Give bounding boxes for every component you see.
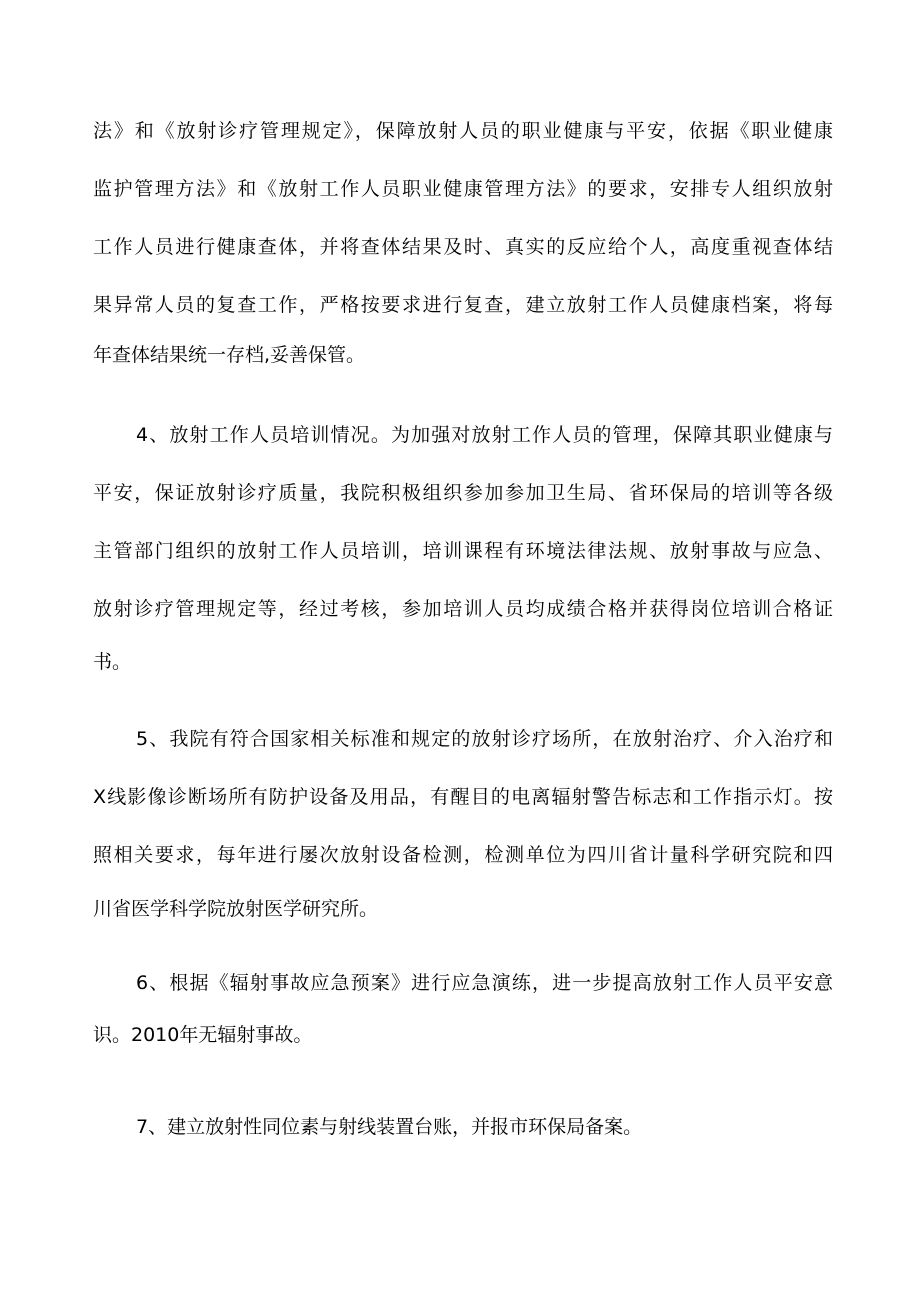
- text-line: 6、根据《辐射事故应急预案》进行应急演练，进一步提高放射工作人员平安意: [136, 972, 833, 994]
- text-line: 5、我院有符合国家相关标准和规定的放射诊疗场所，在放射治疗、介入治疗和: [136, 728, 833, 750]
- text-line: 川省医学科学院放射医学研究所。: [93, 898, 379, 920]
- text-line: 7、建立放射性同位素与射线装置台账，并报市环保局备案。: [136, 1116, 643, 1138]
- text-line: 主管部门组织的放射工作人员培训，培训课程有环境法律法规、放射事故与应急、: [93, 540, 833, 562]
- text-line: 监护管理方法》和《放射工作人员职业健康管理方法》的要求，安排专人组织放射: [93, 178, 833, 200]
- text-line: 识。2010年无辐射事故。: [93, 1024, 313, 1046]
- text-line: 工作人员进行健康查体，并将查体结果及时、真实的反应给个人，高度重视查体结: [93, 236, 833, 258]
- text-line: 法》和《放射诊疗管理规定》，保障放射人员的职业健康与平安，依据《职业健康: [93, 120, 833, 142]
- text-line: 4、放射工作人员培训情况。为加强对放射工作人员的管理，保障其职业健康与: [136, 424, 833, 446]
- text-line: 放射诊疗管理规定等，经过考核，参加培训人员均成绩合格并获得岗位培训合格证: [93, 598, 833, 620]
- text-line: 平安，保证放射诊疗质量，我院积极组织参加参加卫生局、省环保局的培训等各级: [93, 482, 833, 504]
- text-line: 果异常人员的复查工作，严格按要求进行复查，建立放射工作人员健康档案，将每: [93, 294, 833, 316]
- text-line: 书。: [93, 651, 132, 673]
- text-line: 照相关要求，每年进行屡次放射设备检测，检测单位为四川省计量科学研究院和四: [93, 844, 833, 866]
- text-line: X线影像诊断场所有防护设备及用品，有醒目的电离辐射警告标志和工作指示灯。按: [93, 786, 833, 808]
- text-line: 年查体结果统一存档,妥善保管。: [93, 344, 366, 366]
